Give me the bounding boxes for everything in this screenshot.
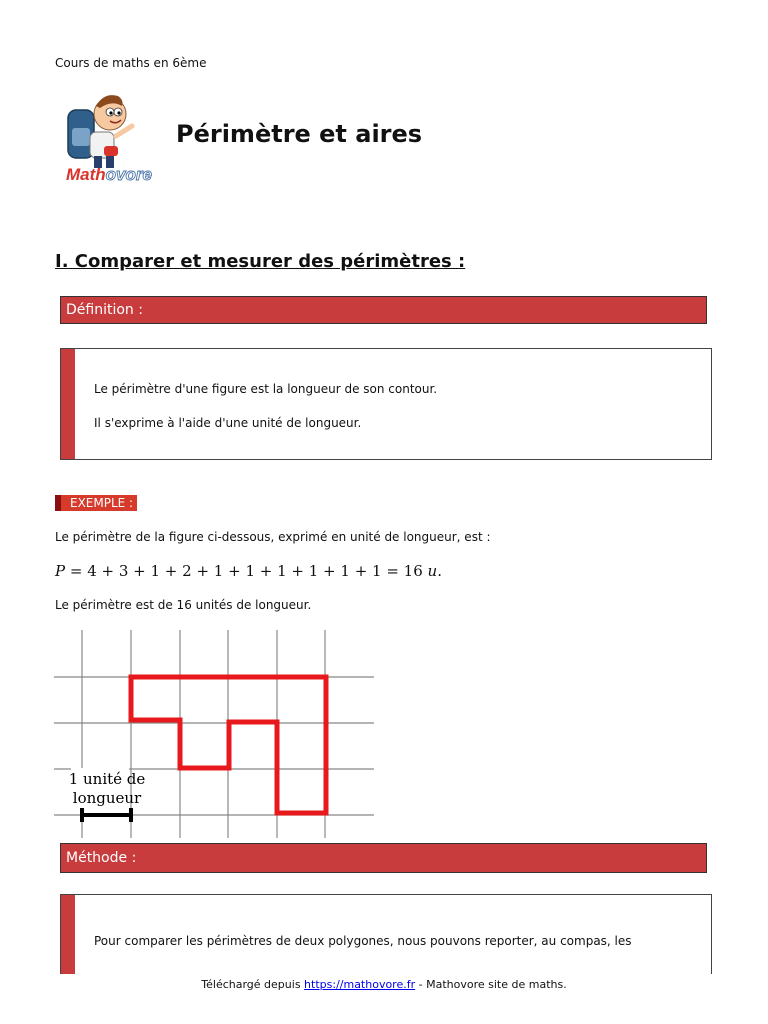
perimeter-figure xyxy=(54,630,376,844)
definition-stripe xyxy=(61,349,75,459)
method-banner xyxy=(60,843,707,873)
page-title: Périmètre et aires xyxy=(176,120,423,148)
footer-link[interactable]: https://mathovore.fr xyxy=(304,978,416,991)
example-conclusion: Le périmètre est de 16 unités de longueur. xyxy=(55,598,312,612)
definition-text-2: Il s'exprime à l'aide d'une unité de longueur. xyxy=(94,416,362,430)
example-intro: Le périmètre de la figure ci-dessous, exprimé en unité de longueur, est : xyxy=(55,530,491,544)
page-footer xyxy=(0,978,768,991)
svg-text:Mathovore: Mathovore xyxy=(66,165,152,184)
unit-label-line1: 1 unité de xyxy=(68,770,146,788)
method-label: Méthode : xyxy=(66,850,137,866)
mathovore-logo xyxy=(60,88,160,184)
method-text-1: Pour comparer les périmètres de deux polygones, nous pouvons reporter, au compas, les xyxy=(94,934,632,948)
unit-scale-bar xyxy=(82,808,131,822)
formula-sum: = 4 + 3 + 1 + 2 + 1 + 1 + 1 + 1 + 1 + 1 = 16 xyxy=(65,562,428,580)
definition-label: Définition : xyxy=(66,302,143,318)
section-title: I. Comparer et mesurer des périmètres : xyxy=(55,251,466,272)
course-line: Cours de maths en 6ème xyxy=(55,56,207,70)
perimeter-formula: P = 4 + 3 + 1 + 2 + 1 + 1 + 1 + 1 + 1 + 1 = 16 u. xyxy=(55,562,442,580)
method-stripe xyxy=(61,895,75,974)
definition-box xyxy=(60,348,712,460)
example-tag: EXEMPLE : xyxy=(55,495,137,511)
method-box xyxy=(60,894,712,974)
formula-unit: u xyxy=(427,562,438,580)
definition-text-1: Le périmètre d'une figure est la longueur de son contour. xyxy=(94,382,438,396)
formula-variable: P xyxy=(55,562,66,580)
definition-banner xyxy=(60,296,707,324)
unit-label-line2: longueur xyxy=(72,789,142,807)
footer-suffix: - Mathovore site de maths. xyxy=(415,978,567,991)
footer-prefix: Téléchargé depuis xyxy=(201,978,305,991)
